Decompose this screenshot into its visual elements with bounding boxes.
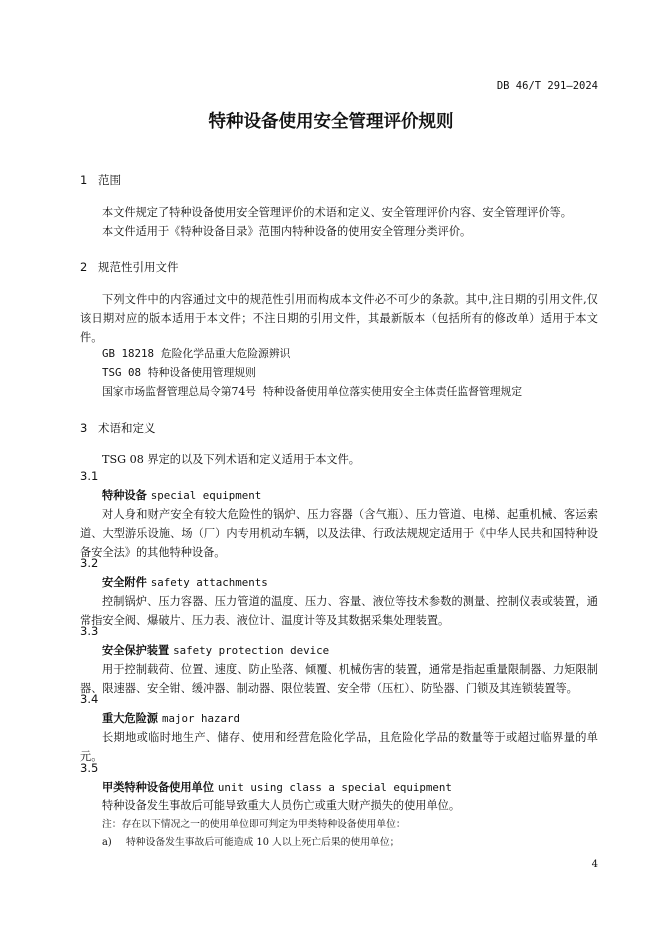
- reference-item: [102, 346, 290, 361]
- clause-number: 3.1: [80, 469, 99, 483]
- term-title: [102, 487, 261, 503]
- section-title: 术语和定义: [98, 421, 156, 435]
- section-number: 2: [80, 260, 88, 274]
- section-heading-terms: [80, 420, 156, 436]
- reference-code: 国家市场监督管理总局令第74号: [102, 385, 257, 398]
- term-definition: 长期地或临时地生产、储存、使用和经营危险化学品，且危险化学品的数量等于或超过临界量的单元。: [80, 731, 598, 763]
- term-cn: 特种设备: [102, 489, 147, 502]
- term-en: unit using class a special equipment: [217, 781, 452, 794]
- note-list-item: [102, 834, 399, 848]
- clause-number: 3.2: [80, 556, 99, 570]
- term-en: major hazard: [161, 712, 240, 725]
- section-heading-scope: [80, 172, 121, 188]
- reference-title: 特种设备使用管理规则: [147, 366, 256, 379]
- clause-number: 3.4: [80, 692, 99, 706]
- reference-title: 特种设备使用单位落实使用安全主体责任监督管理规定: [262, 385, 523, 398]
- page-title: 特种设备使用安全管理评价规则: [208, 112, 454, 132]
- term-cn: 甲类特种设备使用单位: [102, 781, 214, 794]
- reference-code: TSG 08: [102, 366, 142, 379]
- clause-number: 3.5: [80, 761, 99, 775]
- term-cn: 安全附件: [102, 576, 147, 589]
- term-title: [102, 642, 329, 658]
- term-definition: 特种设备发生事故后可能导致重大人员伤亡或重大财产损失的使用单位。: [102, 799, 461, 812]
- clause-number: 3.3: [80, 624, 99, 638]
- term-en: safety attachments: [150, 576, 268, 589]
- term-en: special equipment: [150, 489, 262, 502]
- term-definition: 用于控制载荷、位置、速度、防止坠落、倾覆、机械伤害的装置，通常是指起重量限制器、力矩限制器、限速器、安全钳、缓冲器、制动器、限位装置、安全带（压杠）、防坠器、门锁及其连锁装置等。: [80, 663, 598, 695]
- section-title: 规范性引用文件: [98, 260, 179, 274]
- terms-intro: TSG 08 界定的以及下列术语和定义适用于本文件。: [102, 453, 360, 466]
- document-number: DB 46/T 291—2024: [496, 80, 598, 92]
- normative-intro: 下列文件中的内容通过文中的规范性引用而构成本文件必不可少的条款。其中,注日期的引用文件,仅该日期对应的版本适用于本文件；不注日期的引用文件，其最新版本（包括所有的修改单）适用于本文件。: [80, 293, 598, 344]
- reference-title: 危险化学品重大危险源辨识: [160, 347, 291, 360]
- section-number: 1: [80, 173, 88, 187]
- page-number: 4: [591, 859, 598, 870]
- note-text: 注：存在以下情况之一的使用单位即可判定为甲类特种设备使用单位：: [102, 819, 406, 830]
- reference-item: [102, 365, 256, 380]
- section-number: 3: [80, 421, 88, 435]
- scope-paragraph-2: 本文件适用于《特种设备目录》范围内特种设备的使用安全管理分类评价。: [102, 225, 472, 238]
- term-definition: 对人身和财产安全有较大危险性的锅炉、压力容器（含气瓶）、压力管道、电梯、起重机械、客运索道、大型游乐设施、场（厂）内专用机动车辆，以及法律、行政法规规定适用于《中华人民共和国特种设备安全法》的其他特种设备。: [80, 508, 598, 559]
- term-cn: 重大危险源: [102, 712, 158, 725]
- section-heading-normative: [80, 259, 179, 275]
- term-cn: 安全保护装置: [102, 644, 170, 657]
- term-en: safety protection device: [173, 644, 330, 657]
- term-title: [102, 574, 268, 590]
- note-list-text: 特种设备发生事故后可能造成 10 人以上死亡后果的使用单位；: [126, 837, 400, 848]
- term-title: [102, 779, 452, 795]
- scope-paragraph-1: 本文件规定了特种设备使用安全管理评价的术语和定义、安全管理评价内容、安全管理评价等。: [102, 206, 572, 219]
- reference-item: [102, 384, 522, 399]
- term-title: [102, 710, 240, 726]
- term-definition: 控制锅炉、压力容器、压力管道的温度、压力、容量、液位等技术参数的测量、控制仪表或装置，通常指安全阀、爆破片、压力表、液位计、温度计等及其数据采集处理装置。: [80, 595, 598, 627]
- reference-code: GB 18218: [102, 347, 155, 360]
- section-title: 范围: [98, 173, 121, 187]
- note-list-label: a): [102, 837, 112, 848]
